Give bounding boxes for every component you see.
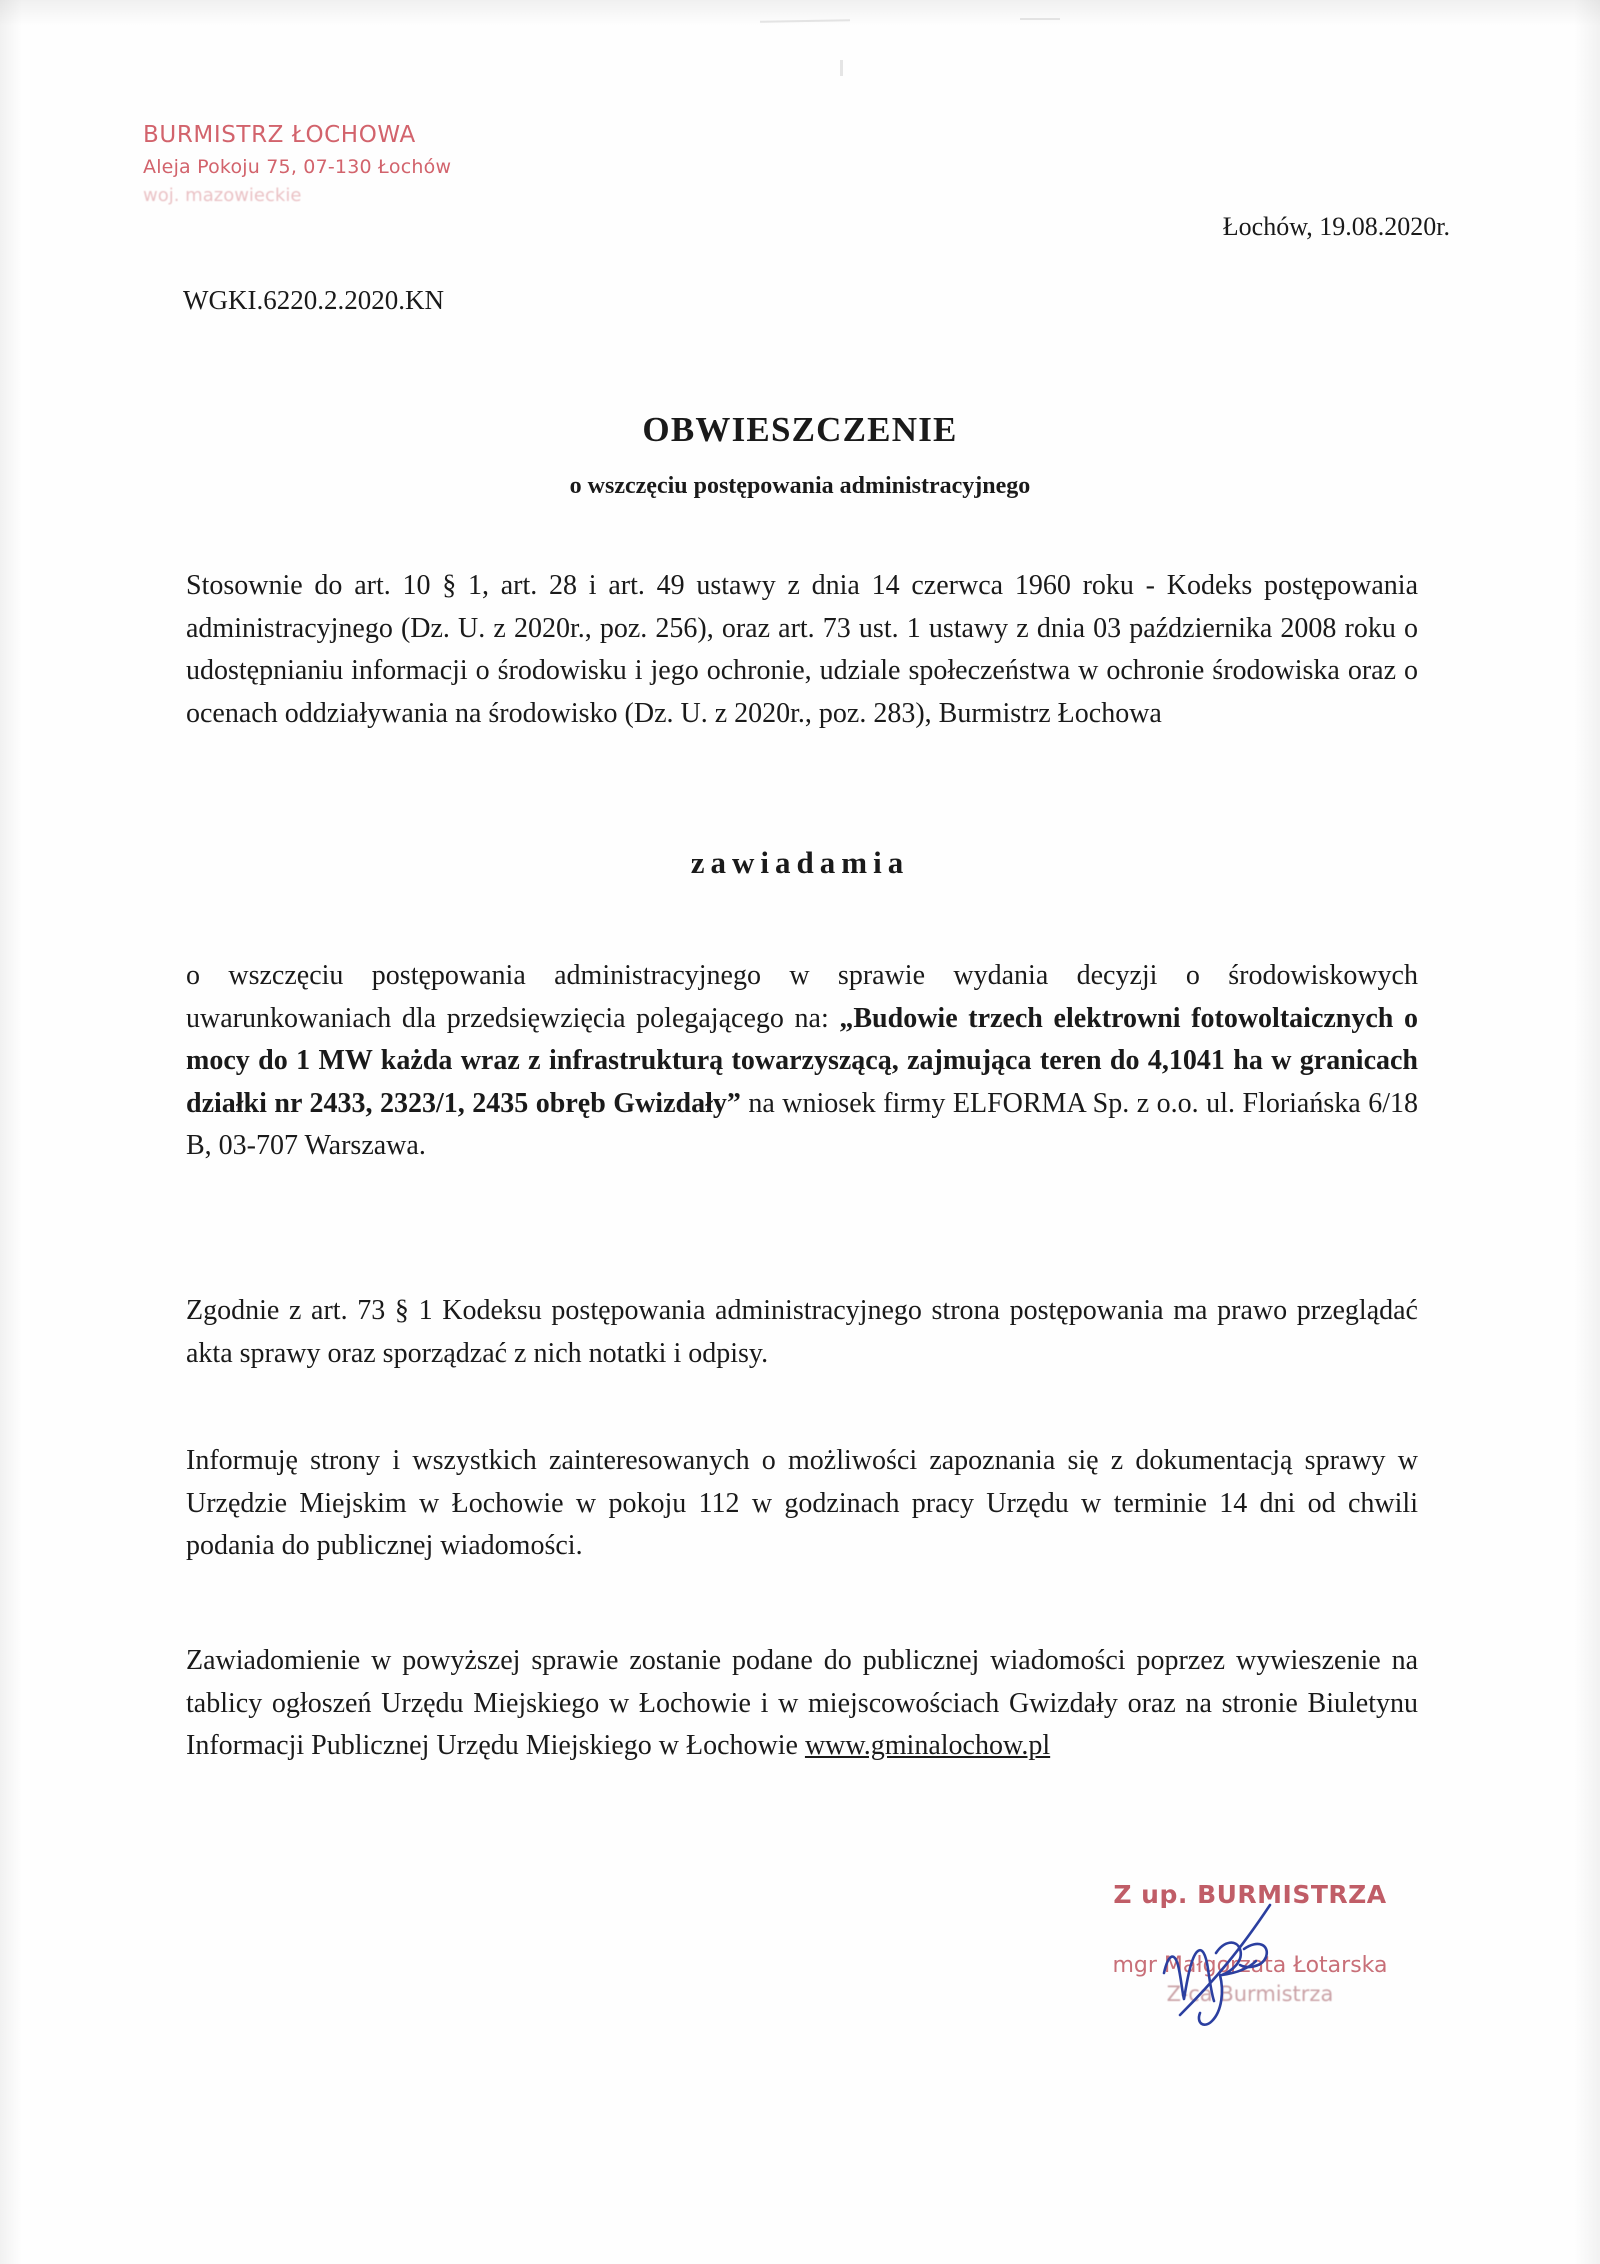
letterhead-stamp [143, 120, 451, 208]
signature-block [1020, 1880, 1480, 2006]
document-reference-number: WGKI.6220.2.2020.KN [183, 285, 444, 315]
subject-lead-text: o wszczęciu postępowania administracyjnego w sprawie wydania decyzji o środowiskowych uwarunkowaniach dla przedsięwzięcia polegającego na: [186, 960, 1418, 1034]
signature-line-3: Z-ca Burmistrza [1166, 1982, 1334, 2006]
paragraph-legal-basis: Stosownie do art. 10 § 1, art. 28 i art. 49 ustawy z dnia 14 czerwca 1960 roku - Kodeks postępowania administracyjnego (Dz. U. z 2020r., poz. 256), oraz art. 73 ust. 1 ustawy z dnia 03 października 2008 roku o udostępnianiu informacji o środowisku i jego ochronie, udziale społeczeństwa w ochronie środowiska oraz o ocenach oddziaływania na środowisko (Dz. U. z 2020r., poz. 283), Burmistrz Łochowa [186, 570, 1418, 729]
page-right-shadow [1574, 0, 1600, 2264]
letterhead-line-1: BURMISTRZ ŁOCHOWA [143, 122, 416, 148]
document-date: Łochów, 19.08.2020r. [1222, 212, 1450, 241]
paragraph-public-notice [186, 1640, 1418, 1768]
declaration-heading: zawiadamia [690, 845, 910, 880]
scan-artifact [840, 60, 843, 76]
scan-artifact [1020, 18, 1060, 20]
subject-bold-text: „Budowie trzech elektrowni fotowoltaicznych o mocy do 1 MW każda wraz z infrastrukturą towarzyszącą, zajmująca teren do 4,1041 ha w granicach działki nr 2433, 2323/1, 2435 obręb Gwizdały” [186, 1002, 1419, 1119]
notice-lead-text: Zawiadomienie w powyższej sprawie zostanie podane do publicznej wiadomości poprzez wywieszenie na tablicy ogłoszeń Urzędu Miejskiego w Łochowie i w miejscowościach Gwizdały oraz na stronie Biuletynu Informacji Publicznej Urzędu Miejskiego w Łochowie [186, 1645, 1418, 1762]
paragraph-subject [186, 955, 1418, 1168]
paragraph-article-73: Zgodnie z art. 73 § 1 Kodeksu postępowania administracyjnego strona postępowania ma prawo przeglądać akta sprawy oraz sporządzać z nich notatki i odpisy. [186, 1295, 1418, 1369]
paragraph-information: Informuję strony i wszystkich zainteresowanych o możliwości zapoznania się z dokumentacją sprawy w Urzędzie Miejskim w Łochowie w pokoju 112 w godzinach pracy Urzędu w terminie 14 dni od chwili podania do publicznej wiadomości. [186, 1445, 1418, 1562]
letterhead-line-2: Aleja Pokoju 75, 07-130 Łochów [143, 156, 452, 179]
page-title: OBWIESZCZENIE [642, 410, 958, 449]
page-top-shadow [0, 0, 1600, 26]
letterhead-line-3: woj. mazowieckie [143, 184, 302, 206]
signature-line-2: mgr Małgorzata Łotarska [1112, 1953, 1388, 1978]
page-subtitle: o wszczęciu postępowania administracyjnego [569, 473, 1031, 499]
bip-website-link[interactable]: www.gminalochow.pl [804, 1730, 1051, 1762]
subject-tail-text: na wniosek firmy ELFORMA Sp. z o.o. ul. Floriańska 6/18 B, 03-707 Warszawa. [186, 1087, 1418, 1162]
signature-line-1: Z up. BURMISTRZA [1113, 1880, 1387, 1909]
page-left-shadow [0, 0, 22, 2264]
